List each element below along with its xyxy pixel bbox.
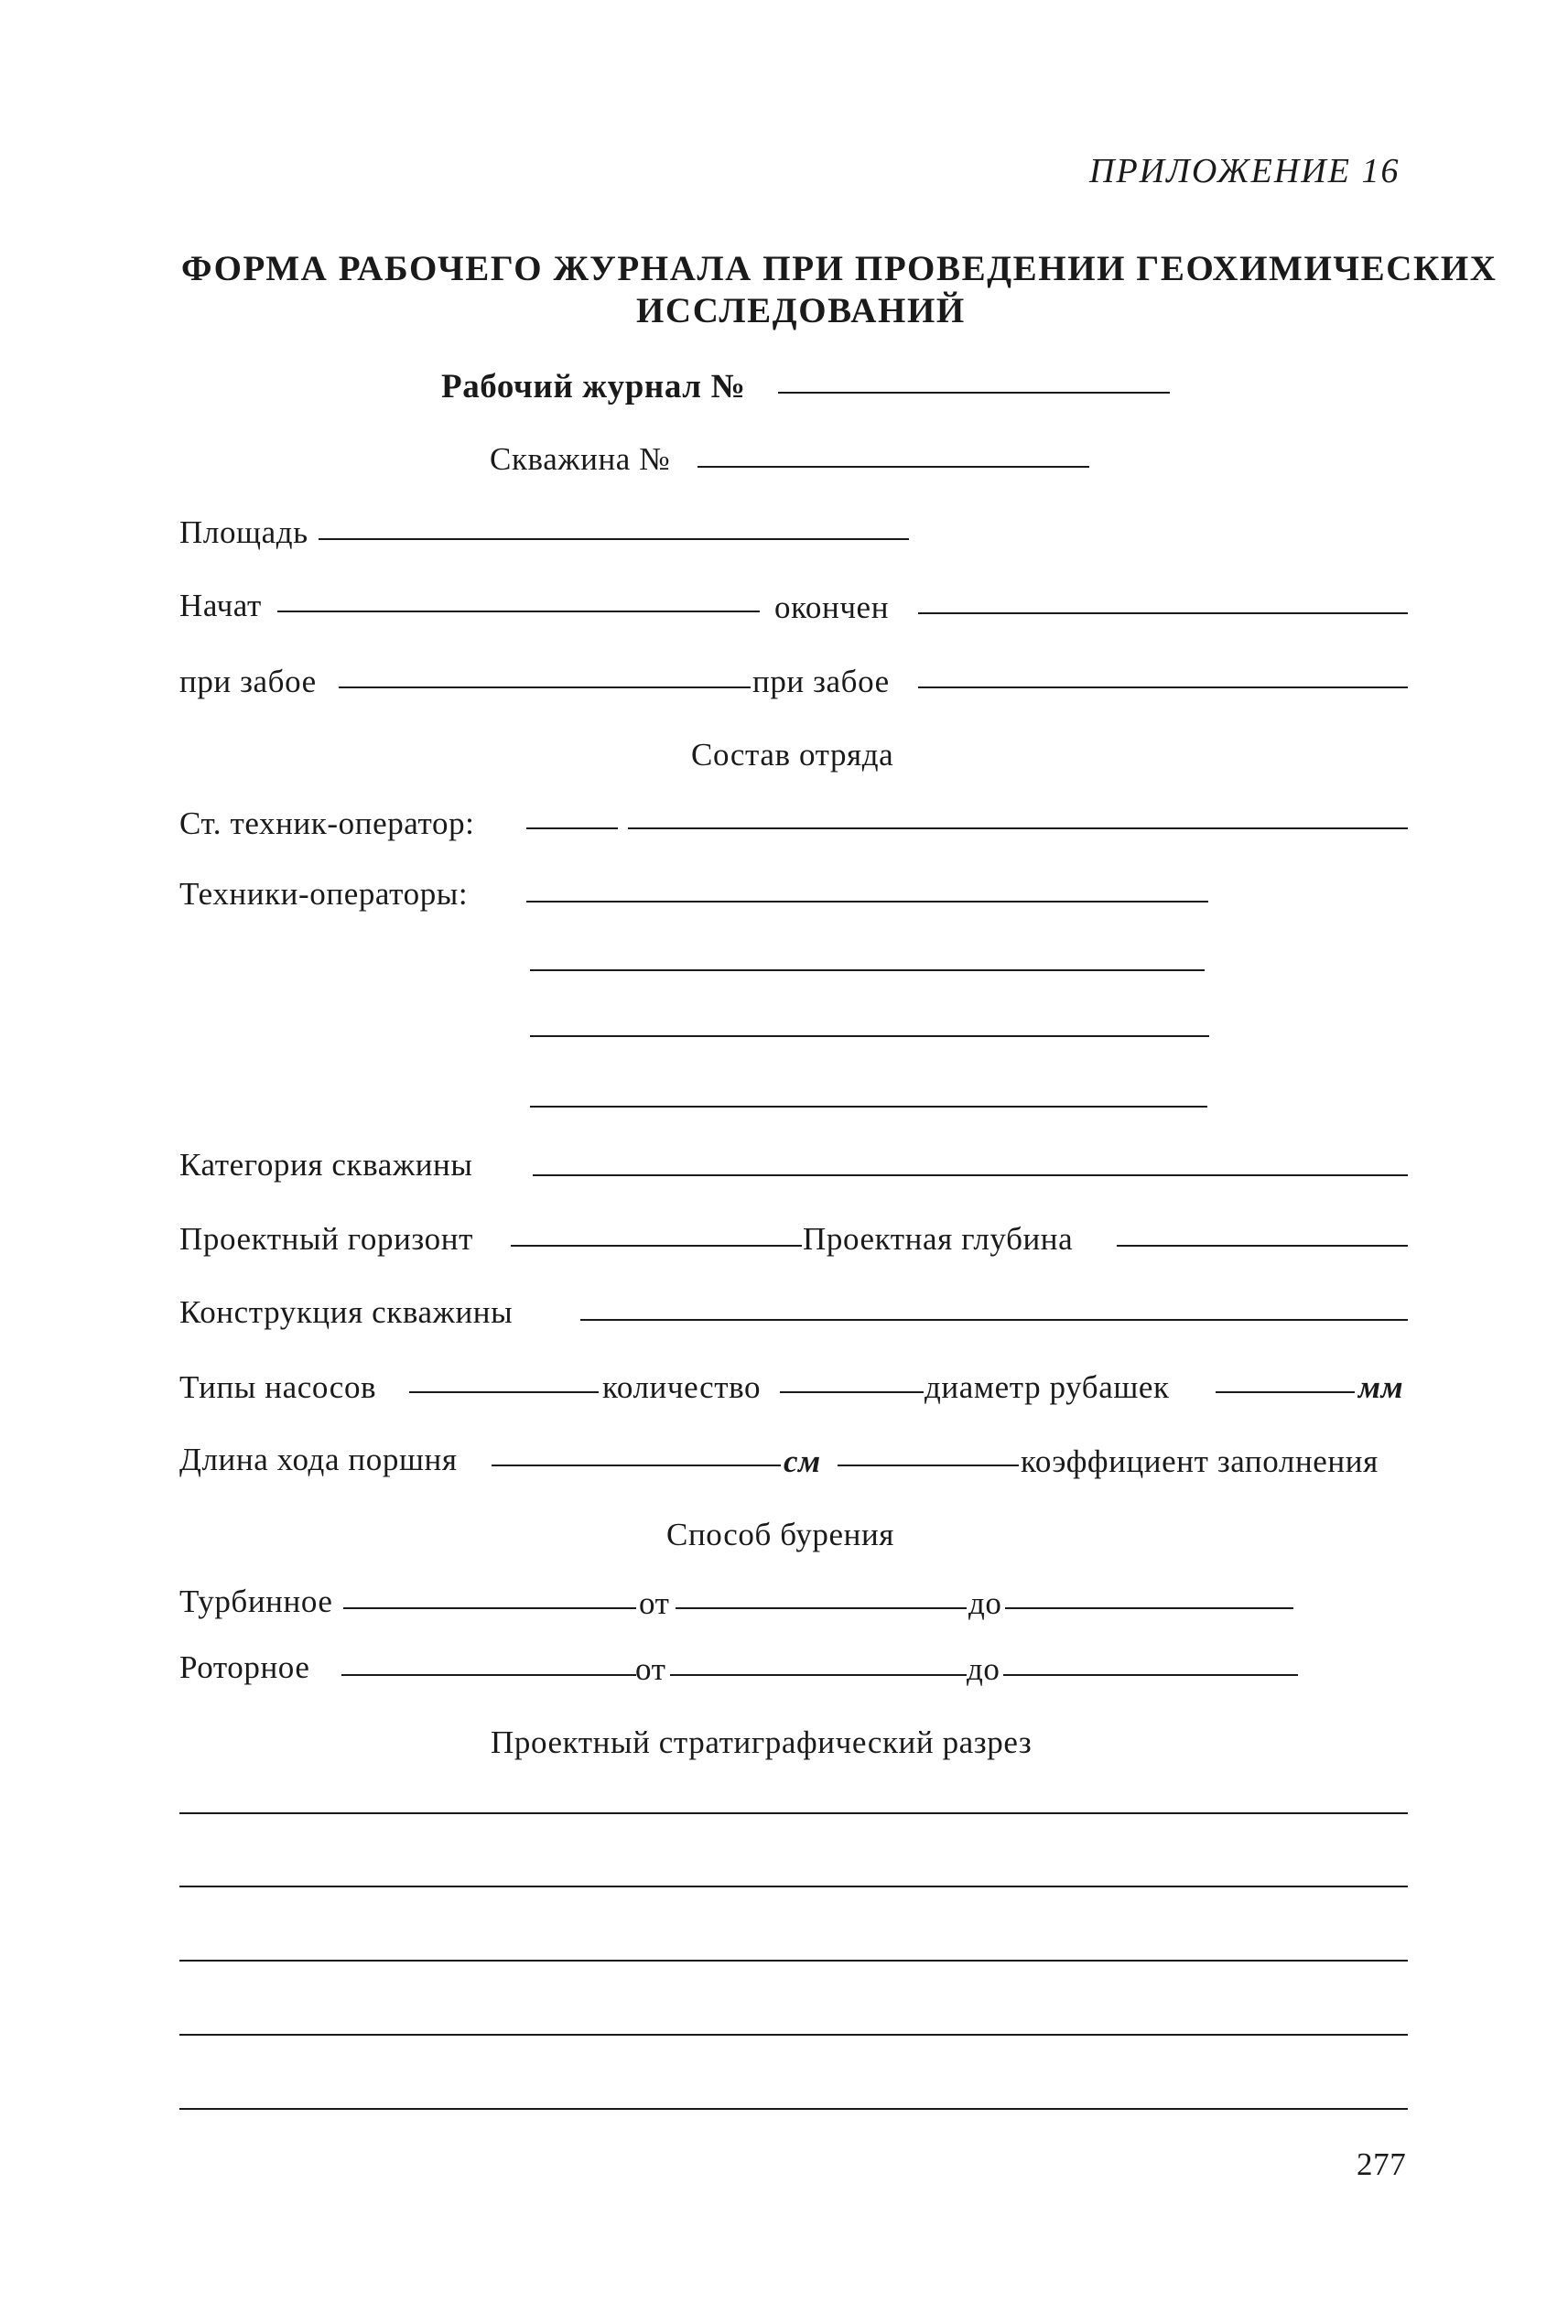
stratigraphic-line-4[interactable]: [179, 2034, 1408, 2036]
rotary-to-field[interactable]: [1003, 1674, 1298, 1676]
rotary-from-label: от: [635, 1651, 666, 1687]
liner-diameter-field[interactable]: [1216, 1391, 1355, 1393]
senior-operator-field-2[interactable]: [628, 827, 1408, 829]
operator-field-3[interactable]: [530, 1035, 1209, 1037]
senior-operator-label: Ст. техник-оператор:: [179, 805, 475, 841]
appendix-label: ПРИЛОЖЕНИЕ 16: [1089, 152, 1400, 190]
well-design-label: Конструкция скважины: [179, 1294, 514, 1330]
design-horizon-label: Проектный горизонт: [179, 1221, 473, 1257]
bottom-hole-label-end: при забое: [752, 664, 890, 699]
finished-field[interactable]: [918, 612, 1408, 614]
liner-diameter-label: диаметр рубашек: [925, 1369, 1170, 1405]
stratigraphic-line-5[interactable]: [179, 2108, 1408, 2110]
turbine-to-label: до: [968, 1585, 1002, 1621]
bottom-hole-start-field[interactable]: [339, 686, 751, 688]
pump-types-field[interactable]: [409, 1391, 599, 1393]
fill-coefficient-field[interactable]: [838, 1465, 1019, 1466]
page-number: 277: [1357, 2146, 1407, 2182]
senior-operator-field-1[interactable]: [526, 827, 618, 829]
well-category-label: Категория скважины: [179, 1147, 473, 1183]
stroke-length-field[interactable]: [492, 1465, 781, 1466]
rotary-label: Роторное: [179, 1649, 310, 1685]
turbine-from-label: от: [639, 1585, 670, 1621]
form-title-line1: ФОРМА РАБОЧЕГО ЖУРНАЛА ПРИ ПРОВЕДЕНИИ ГЕОХИМИЧЕСКИХ: [181, 249, 1498, 288]
design-horizon-field[interactable]: [511, 1245, 802, 1247]
bottom-hole-end-field[interactable]: [918, 686, 1408, 688]
turbine-label: Турбинное: [179, 1584, 333, 1619]
turbine-field[interactable]: [343, 1607, 636, 1609]
turbine-to-field[interactable]: [1005, 1607, 1293, 1609]
journal-number-label: Рабочий журнал №: [441, 368, 746, 405]
operator-field-2[interactable]: [530, 969, 1205, 971]
rotary-from-field[interactable]: [670, 1674, 967, 1676]
quantity-field[interactable]: [780, 1391, 924, 1393]
well-number-field[interactable]: [697, 466, 1089, 468]
unit-cm: см: [784, 1443, 821, 1479]
area-field[interactable]: [319, 538, 909, 540]
unit-mm: мм: [1358, 1369, 1404, 1405]
rotary-field[interactable]: [341, 1674, 636, 1676]
stroke-length-label: Длина хода поршня: [179, 1442, 458, 1477]
crew-heading: Состав отряда: [691, 737, 894, 773]
form-title-line2: ИССЛЕДОВАНИЙ: [636, 291, 966, 330]
rotary-to-label: до: [967, 1651, 1000, 1687]
operator-field-1[interactable]: [526, 901, 1208, 903]
pump-types-label: Типы насосов: [179, 1369, 377, 1405]
operators-label: Техники-операторы:: [179, 876, 469, 912]
design-depth-field[interactable]: [1117, 1245, 1408, 1247]
started-field[interactable]: [277, 611, 760, 612]
turbine-from-field[interactable]: [676, 1607, 967, 1609]
well-category-field[interactable]: [533, 1174, 1408, 1176]
stratigraphic-line-2[interactable]: [179, 1886, 1408, 1887]
stratigraphic-line-1[interactable]: [179, 1812, 1408, 1814]
design-depth-label: Проектная глубина: [803, 1221, 1074, 1257]
area-label: Площадь: [179, 514, 308, 550]
finished-label: окончен: [774, 589, 890, 625]
journal-number-field[interactable]: [778, 392, 1170, 394]
started-label: Начат: [179, 588, 262, 623]
fill-coefficient-label: коэффициент заполнения: [1021, 1443, 1379, 1479]
drilling-method-heading: Способ бурения: [666, 1517, 895, 1552]
stratigraphic-line-3[interactable]: [179, 1960, 1408, 1962]
well-number-label: Скважина №: [490, 441, 671, 477]
bottom-hole-label-start: при забое: [179, 664, 317, 699]
operator-field-4[interactable]: [530, 1106, 1207, 1108]
well-design-field[interactable]: [580, 1319, 1408, 1321]
quantity-label: количество: [602, 1369, 762, 1405]
stratigraphic-heading: Проектный стратиграфический разрез: [491, 1724, 1033, 1760]
